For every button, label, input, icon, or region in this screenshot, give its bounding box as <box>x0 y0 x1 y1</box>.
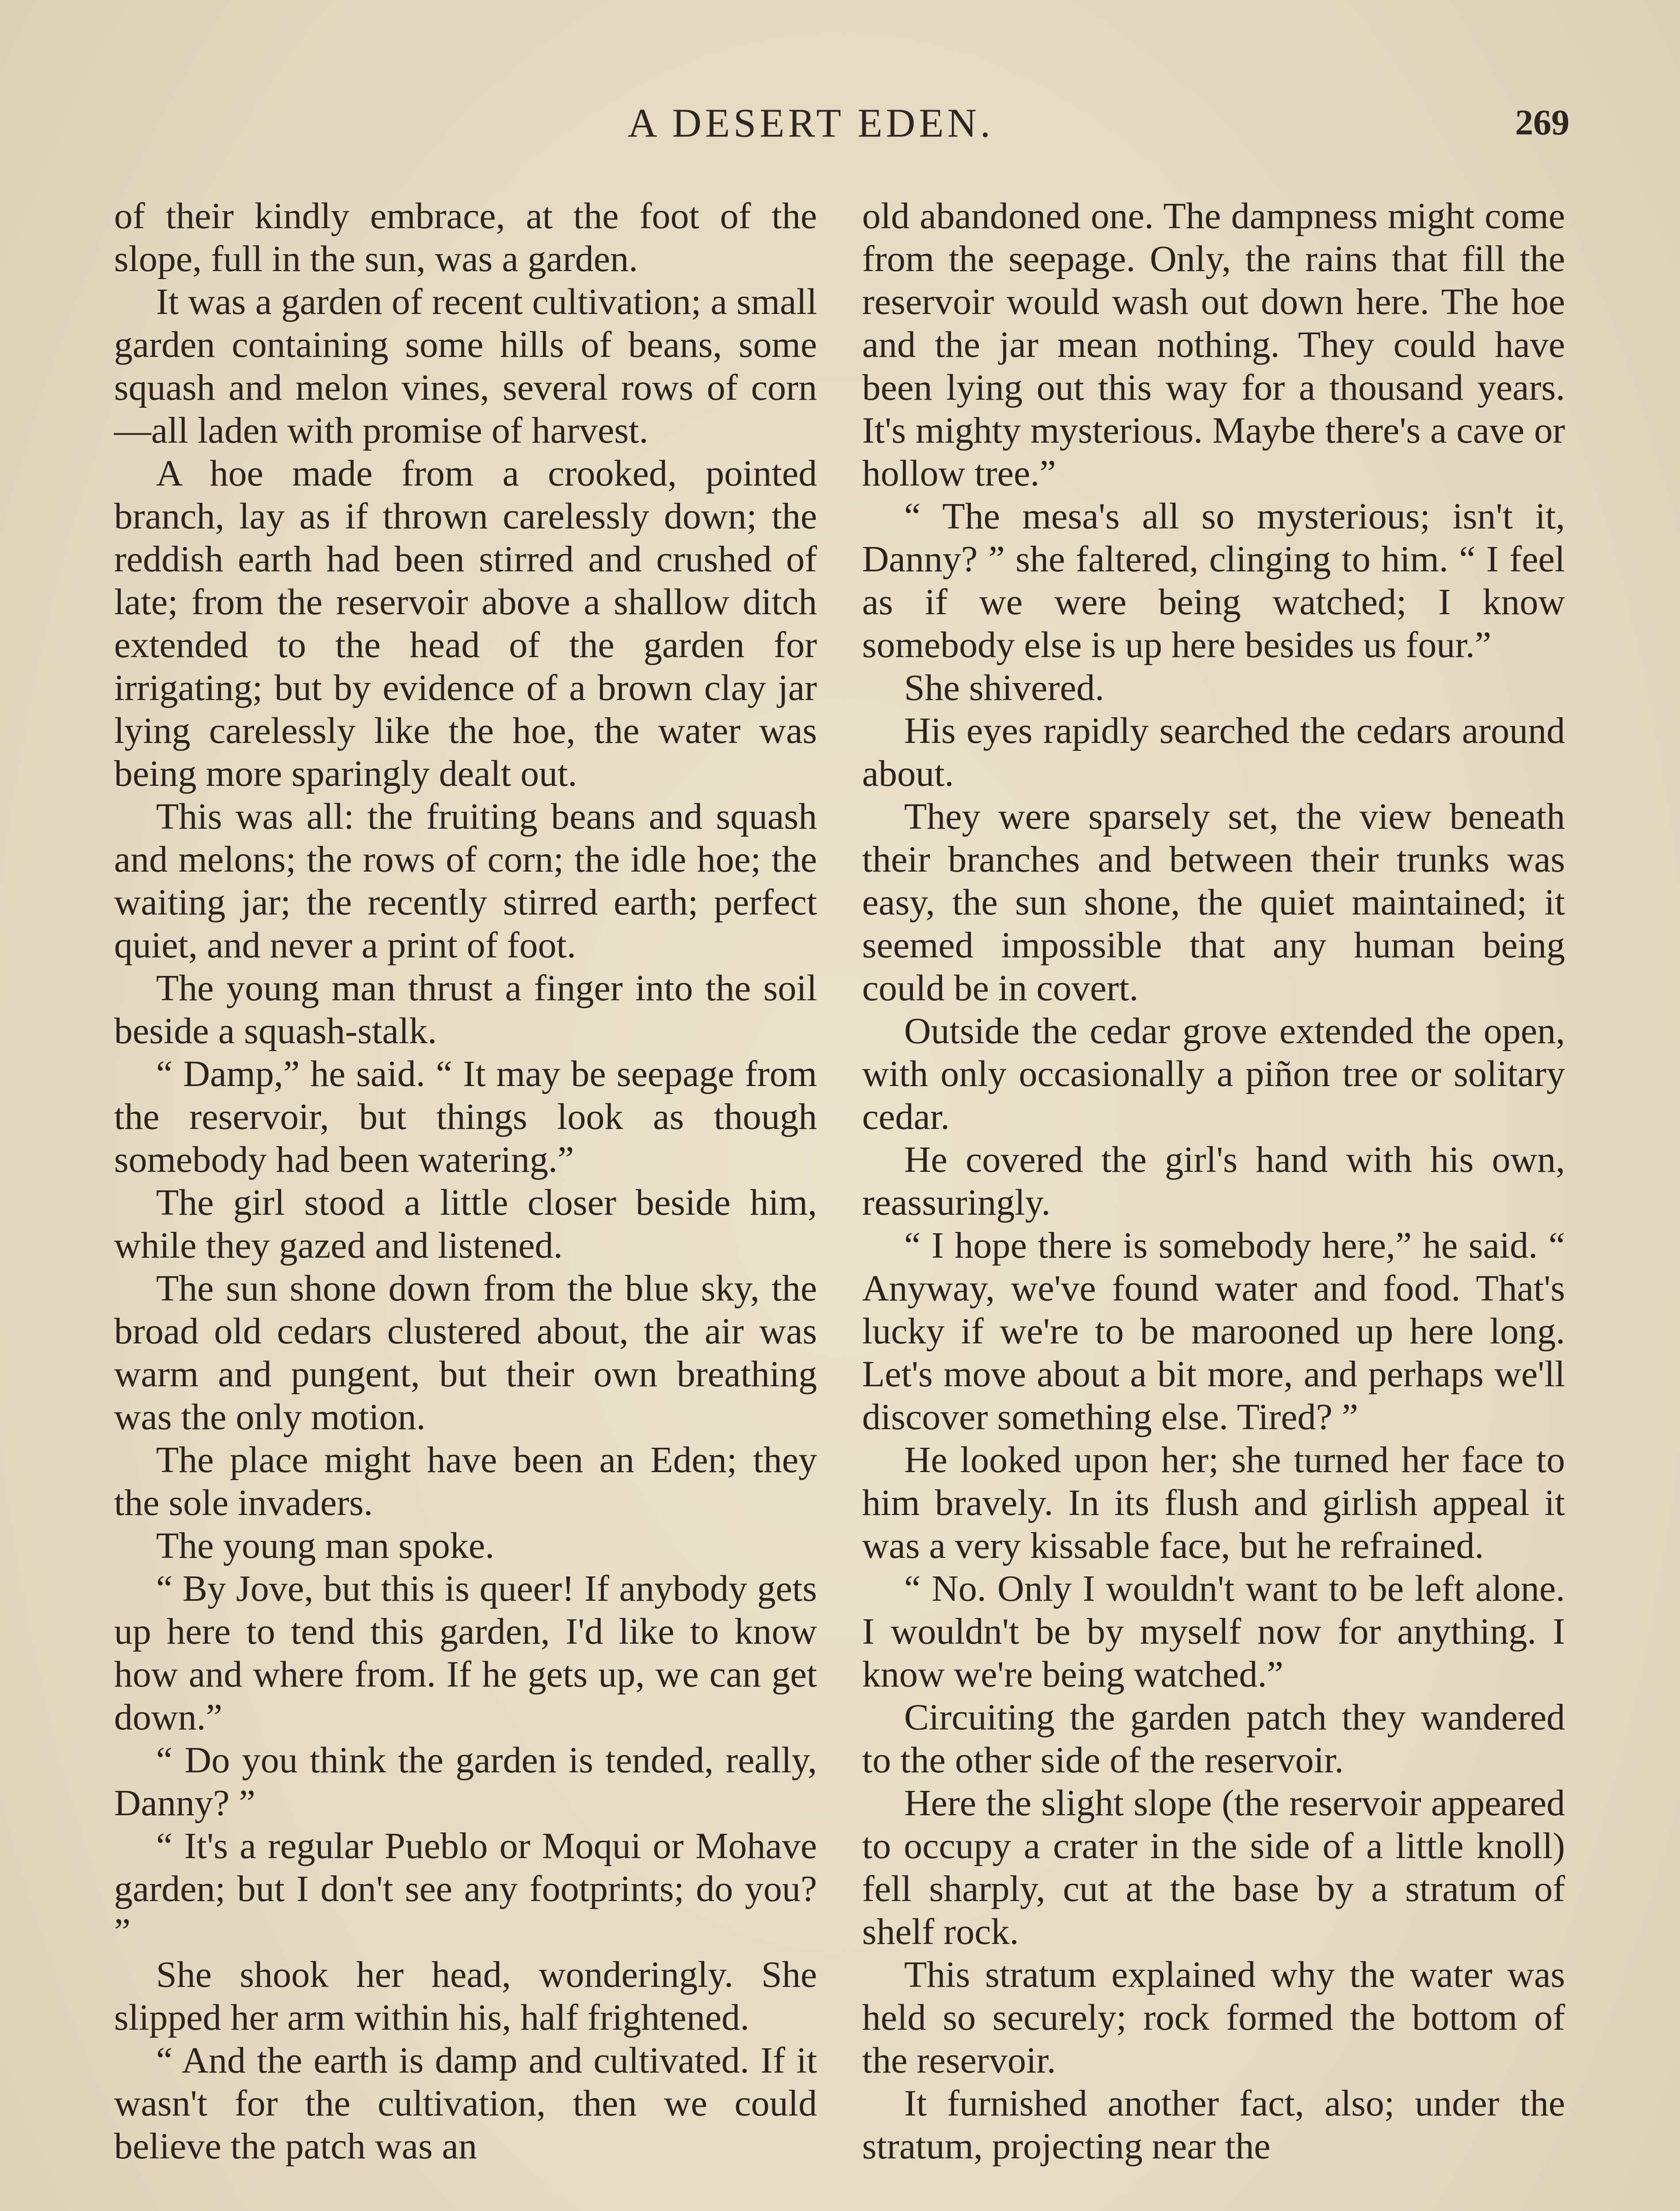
right-text-column <box>862 195 1565 2168</box>
paragraph: “ Damp,” he said. “ It may be seepage from the reservoir, but things look as though somebody had been watering.” <box>114 1053 817 1180</box>
paragraph: Outside the cedar grove extended the open, with only occasionally a piñon tree or solitary cedar. <box>862 1010 1565 1137</box>
paragraph: The young man thrust a finger into the soil beside a squash-stalk. <box>114 968 817 1052</box>
paragraph: The girl stood a little closer beside him, while they gazed and listened. <box>114 1182 817 1266</box>
paragraph: It furnished another fact, also; under the stratum, projecting near the <box>862 2083 1565 2167</box>
paragraph: His eyes rapidly searched the cedars around about. <box>862 710 1565 794</box>
paragraph: The sun shone down from the blue sky, the broad old cedars clustered about, the air was warm and pungent, but their own breathing was the only motion. <box>114 1268 817 1438</box>
paragraph: “ No. Only I wouldn't want to be left alone. I wouldn't be by myself now for anything. I know we're being watched.” <box>862 1568 1565 1695</box>
running-title: A DESERT EDEN. <box>628 100 994 145</box>
paragraph: He covered the girl's hand with his own, reassuringly. <box>862 1139 1565 1223</box>
paragraph: He looked upon her; she turned her face to him bravely. In its flush and girlish appeal it was a very kissable face, but he refrained. <box>862 1439 1565 1566</box>
paragraph: It was a garden of recent cultivation; a small garden containing some hills of beans, some squash and melon vines, several rows of corn—all laden with promise of harvest. <box>114 281 817 451</box>
left-text-column <box>114 195 817 2168</box>
paragraph: She shivered. <box>904 667 1104 708</box>
paragraph: “ And the earth is damp and cultivated. If it wasn't for the cultivation, then we could believe the patch was an <box>114 2040 817 2167</box>
paragraph: She shook her head, wonderingly. She slipped her arm within his, half frightened. <box>114 1954 817 2038</box>
page-number: 269 <box>1515 102 1569 142</box>
paragraph: The young man spoke. <box>156 1525 495 1566</box>
paragraph: This was all: the fruiting beans and squash and melons; the rows of corn; the idle hoe; the waiting jar; the recently stirred earth; perfect quiet, and never a print of foot. <box>114 796 817 966</box>
paragraph: “ I hope there is somebody here,” he said. “ Anyway, we've found water and food. That's lucky if we're to be marooned up here long. Let's move about a bit more, and perhaps we'll discover something else. Tired? ” <box>862 1225 1565 1438</box>
paragraph: of their kindly embrace, at the foot of the slope, full in the sun, was a garden. <box>114 195 817 279</box>
paragraph: “ It's a regular Pueblo or Moqui or Mohave garden; but I don't see any footprints; do you? ” <box>114 1825 817 1952</box>
paragraph: “ By Jove, but this is queer! If anybody gets up here to tend this garden, I'd like to know how and where from. If he gets up, we can get down.” <box>114 1568 817 1738</box>
paragraph: A hoe made from a crooked, pointed branch, lay as if thrown carelessly down; the reddish earth had been stirred and crushed of late; from the reservoir above a shallow ditch extended to the head of the garden for irrigating; but by evidence of a brown clay jar lying carelessly like the hoe, the water was being more sparingly dealt out. <box>114 453 817 794</box>
paragraph: Circuiting the garden patch they wandered to the other side of the reservoir. <box>862 1697 1565 1781</box>
paragraph: “ Do you think the garden is tended, really, Danny? ” <box>114 1740 817 1824</box>
paragraph: This stratum explained why the water was held so securely; rock formed the bottom of the reservoir. <box>862 1954 1565 2081</box>
paragraph: “ The mesa's all so mysterious; isn't it, Danny? ” she faltered, clinging to him. “ I feel as if we were being watched; I know somebody else is up here besides us four.” <box>862 496 1565 666</box>
paragraph: old abandoned one. The dampness might come from the seepage. Only, the rains that fill the reservoir would wash out down here. The hoe and the jar mean nothing. They could have been lying out this way for a thousand years. It's mighty mysterious. Maybe there's a cave or hollow tree.” <box>862 195 1565 494</box>
paragraph: Here the slight slope (the reservoir appeared to occupy a crater in the side of a little knoll) fell sharply, cut at the base by a stratum of shelf rock. <box>862 1783 1565 1952</box>
paragraph: They were sparsely set, the view beneath their branches and between their trunks was easy, the sun shone, the quiet maintained; it seemed impossible that any human being could be in covert. <box>862 796 1565 1009</box>
paragraph: The place might have been an Eden; they the sole invaders. <box>114 1439 817 1523</box>
